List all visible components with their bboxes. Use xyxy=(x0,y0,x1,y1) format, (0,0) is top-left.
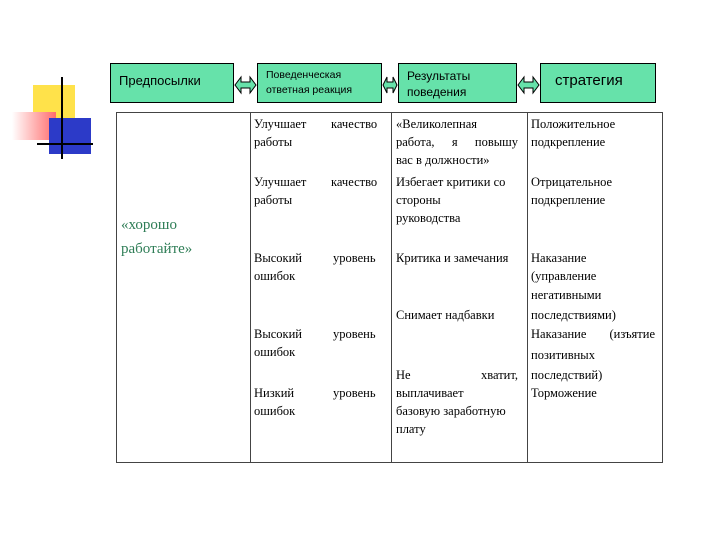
col4-c-line1: Наказание xyxy=(531,251,587,265)
col2-row2-line2: работы xyxy=(254,193,293,207)
col1-line1: «хорошо xyxy=(121,217,177,233)
col4-c-line8: Торможение xyxy=(531,386,597,400)
col3-b-line3: руководства xyxy=(396,211,461,225)
col3-b-line2: стороны xyxy=(396,193,441,207)
col4-c-line5: Наказание (изъятие xyxy=(531,327,655,341)
header-box-behavioral-response-line1: Поведенческая xyxy=(266,69,342,81)
col4-c-line7: последствий) xyxy=(531,368,603,382)
header-box-preconditions xyxy=(110,63,234,103)
double-arrow-icon xyxy=(234,74,257,96)
header-box-preconditions-label: Предпосылки xyxy=(119,73,201,88)
double-arrow-icon xyxy=(382,74,398,96)
col2-row5-word1: Низкий xyxy=(254,386,295,400)
col2-row1-word1: Улучшает xyxy=(254,117,307,131)
col4-c-line3: негативными xyxy=(531,288,602,302)
col1-line2: работайте» xyxy=(121,241,193,257)
double-arrow-icon xyxy=(517,74,540,96)
col2-row4-word1: Высокий xyxy=(254,327,302,341)
header-box-behavior-results-line2: поведения xyxy=(407,85,467,99)
col3-a-line2: работа, я повышу xyxy=(396,135,518,149)
header-box-behavior-results xyxy=(398,63,517,103)
col2-row1-line2: работы xyxy=(254,135,293,149)
col3-e-line3: базовую заработную xyxy=(396,404,506,418)
col4-b-line2: подкрепление xyxy=(531,193,606,207)
col2-row4-line2: ошибок xyxy=(254,345,296,359)
decor-horizontal-line xyxy=(37,143,93,145)
col3-e-line2: выплачивает xyxy=(396,386,464,400)
column-divider xyxy=(391,113,392,462)
column-divider xyxy=(527,113,528,462)
col4-c-line2: (управление xyxy=(531,269,597,283)
decor-vertical-line xyxy=(61,77,63,159)
col2-row4-word2: уровень xyxy=(333,327,376,341)
col2-row2-word2: качество xyxy=(331,175,378,189)
col3-e-line4: плату xyxy=(396,422,426,436)
header-box-strategy xyxy=(540,63,656,103)
col3-d-line1: Снимает надбавки xyxy=(396,308,495,322)
col4-a-line1: Положительное xyxy=(531,117,616,131)
col4-c-line6: позитивных xyxy=(531,348,595,362)
col2-row3-word2: уровень xyxy=(333,251,376,265)
header-box-behavior-results-line1: Результаты xyxy=(407,69,471,83)
col3-c-line1: Критика и замечания xyxy=(396,251,509,265)
header-box-behavioral-response-line2: ответная реакция xyxy=(266,84,353,96)
col3-b-line1: Избегает критики со xyxy=(396,175,506,189)
col4-b-line1: Отрицательное xyxy=(531,175,613,189)
decor-blue-square xyxy=(49,118,91,154)
col2-row3-word1: Высокий xyxy=(254,251,302,265)
col4-c-line4: последствиями) xyxy=(531,308,616,322)
column-divider xyxy=(250,113,251,462)
col3-a-line3: вас в должности» xyxy=(396,153,490,167)
col2-row3-line2: ошибок xyxy=(254,269,296,283)
col2-row2-word1: Улучшает xyxy=(254,175,307,189)
col2-row5-line2: ошибок xyxy=(254,404,296,418)
col2-row1-word2: качество xyxy=(331,117,378,131)
header-box-behavioral-response xyxy=(257,63,382,103)
col4-a-line2: подкрепление xyxy=(531,135,606,149)
col3-e-line1: Не хватит, xyxy=(396,368,518,382)
col3-a-line1: «Великолепная xyxy=(396,117,478,131)
col2-row5-word2: уровень xyxy=(333,386,376,400)
header-box-strategy-label: стратегия xyxy=(555,72,623,89)
